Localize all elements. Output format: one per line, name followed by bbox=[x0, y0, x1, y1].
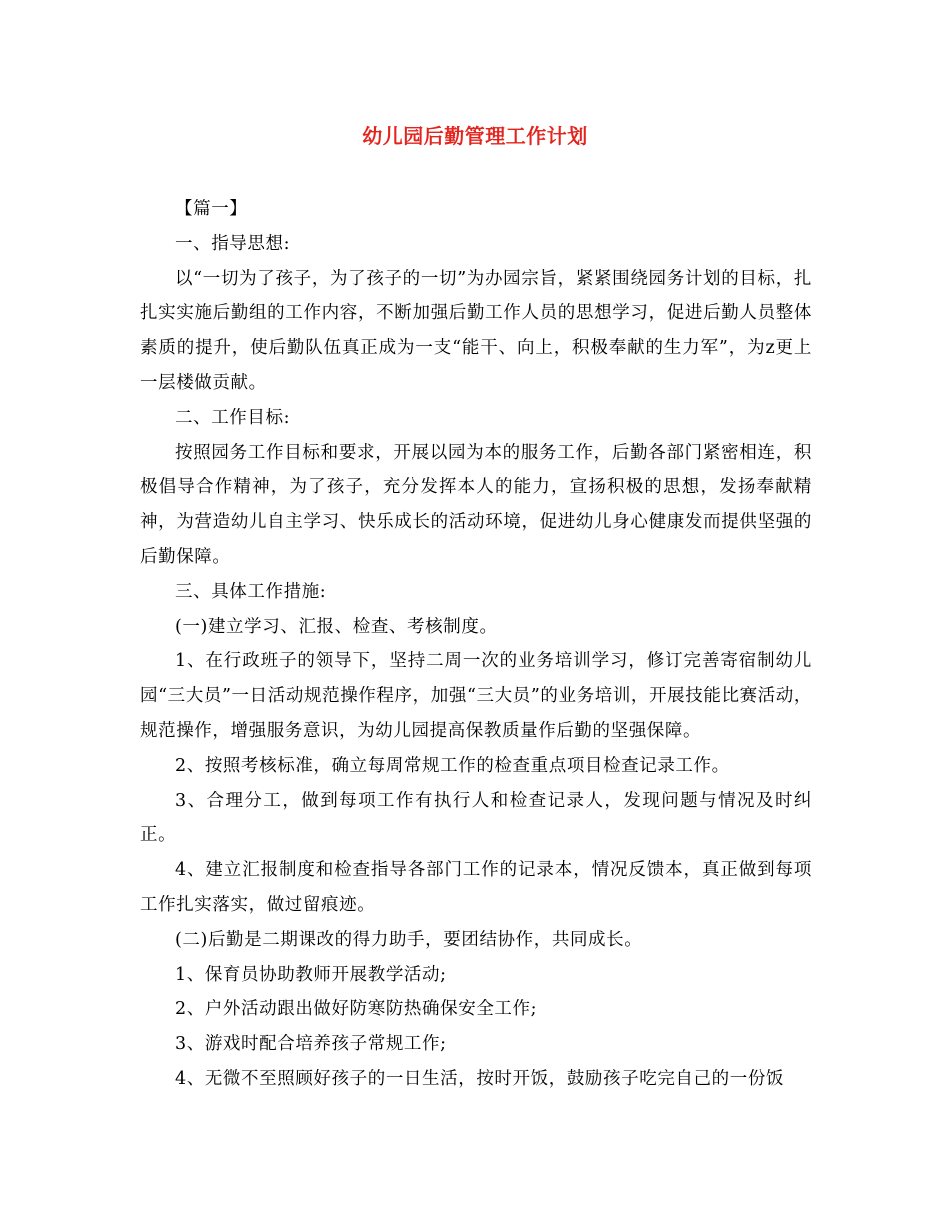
list-item: 3、合理分工，做到每项工作有执行人和检查记录人，发现问题与情况及时纠正。 bbox=[140, 790, 812, 846]
section-heading-guiding-thought: 一、指导思想: bbox=[175, 233, 291, 254]
section-heading-specific-measures: 三、具体工作措施: bbox=[175, 581, 327, 602]
list-item: 2、户外活动跟出做好防寒防热确保安全工作; bbox=[175, 999, 538, 1020]
list-item: 4、建立汇报制度和检查指导各部门工作的记录本，情况反馈本，真正做到每项工作扎实落实，做过留痕迹。 bbox=[140, 860, 812, 915]
subsection-heading-system: (一)建立学习、汇报、检查、考核制度。 bbox=[175, 616, 498, 637]
list-item: 3、游戏时配合培养孩子常规工作; bbox=[175, 1034, 447, 1055]
paragraph-work-goals: 按照园务工作目标和要求，开展以园为本的服务工作，后勤各部门紧密相连，积极倡导合作精神，为了孩子，充分发挥本人的能力，宣扬积极的思想，发扬奉献精神，为营造幼儿自主学习、快乐成长的活动环境，促进幼儿身心健康发而提供坚强的后勤保障。 bbox=[140, 442, 812, 567]
list-item: 1、在行政班子的领导下，坚持二周一次的业务培训学习，修订完善寄宿制幼儿园“三大员”一日活动规范操作程序，加强“三大员”的业务培训，开展技能比赛活动，规范操作，增强服务意识，为幼儿园提高保教质量作后勤的坚强保障。 bbox=[140, 651, 812, 741]
section-heading-work-goals: 二、工作目标: bbox=[175, 407, 291, 428]
list-item: 2、按照考核标准，确立每周常规工作的检查重点项目检查记录工作。 bbox=[175, 755, 730, 776]
subsection-heading-logistics: (二)后勤是二期课改的得力助手，要团结协作，共同成长。 bbox=[175, 929, 643, 950]
document-title: 幼儿园后勤管理工作计划 bbox=[362, 124, 588, 148]
document-body bbox=[140, 192, 812, 1097]
list-item: 4、无微不至照顾好孩子的一日生活，按时开饭，鼓励孩子吃完自己的一份饭 bbox=[175, 1068, 785, 1089]
paragraph-guiding-thought: 以“一切为了孩子，为了孩子的一切”为办园宗旨，紧紧围绕园务计划的目标，扎扎实实施后勤组的工作内容，不断加强后勤工作人员的思想学习，促进后勤人员整体素质的提升，使后勤队伍真正成为一支“能干、向上，积极奉献的生力军”，为z更上一层楼做贡献。 bbox=[140, 268, 812, 393]
list-item: 1、保育员协助教师开展教学活动; bbox=[175, 964, 447, 985]
section-heading-part-one: 【篇一】 bbox=[175, 199, 248, 219]
